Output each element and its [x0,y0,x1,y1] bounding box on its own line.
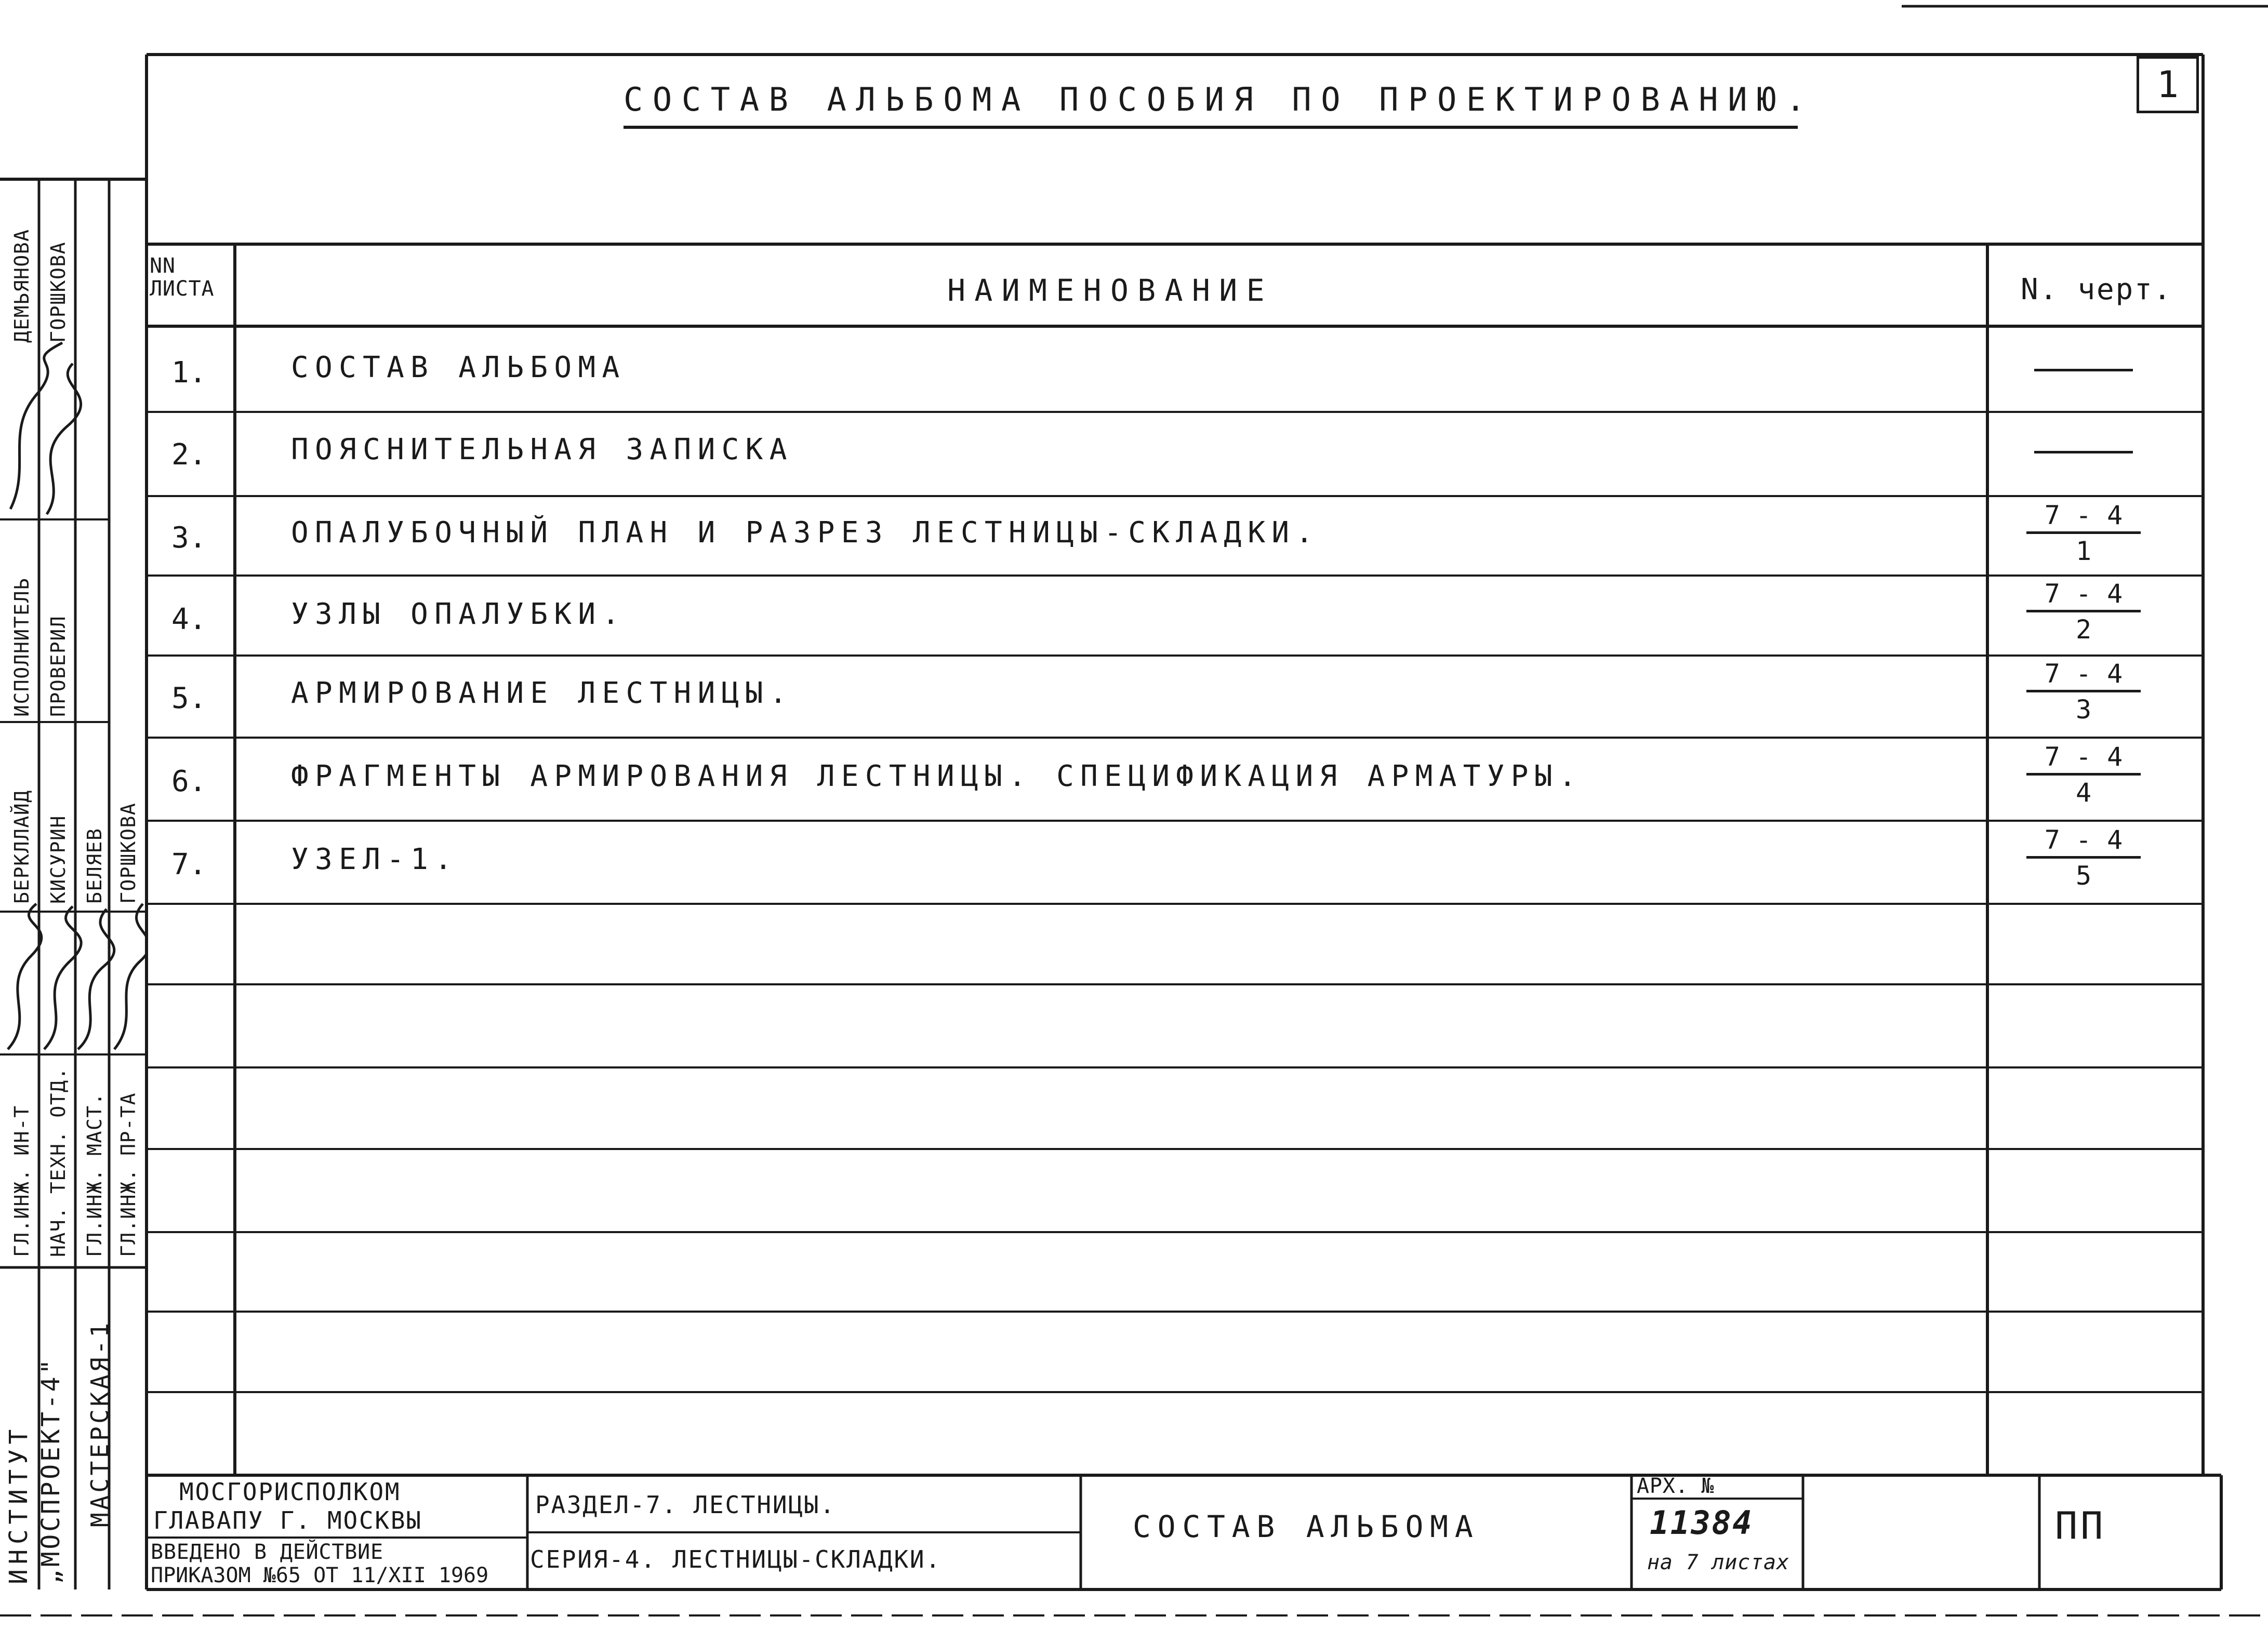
side-role: ГЛ.ИНЖ. ПР-ТА [117,1092,140,1257]
row-number: 7. [171,848,207,881]
side-name-top: ДЕМЬЯНОВА [10,229,33,343]
ref-series: 7 - 4 [2026,659,2141,692]
col-header-sheet-no: NN ЛИСТА [150,254,215,301]
signatures [0,0,147,1091]
empty-ref-dash [2034,369,2133,371]
side-role-top: ПРОВЕРИЛ [47,615,70,717]
stamp-series: СЕРИЯ-4. ЛЕСТНИЦЫ-СКЛАДКИ. [530,1545,941,1573]
row-number: 6. [171,765,207,798]
signature-mark [47,364,81,514]
ref-series: 7 - 4 [2026,742,2141,776]
signature-mark [10,343,62,509]
row-number: 2. [171,438,207,472]
stamp-section: РАЗДЕЛ-7. ЛЕСТНИЦЫ. [535,1491,836,1519]
side-name: БЕРКЛЛАЙД [10,790,33,904]
stamp-archive-label: АРХ. № [1637,1474,1715,1498]
signature-mark [78,909,114,1049]
drawing-ref [2026,742,2141,808]
ref-series: 7 - 4 [2026,500,2141,534]
page-number: 1 [2137,56,2199,113]
stamp-enacted-line2: ПРИКАЗОМ №65 ОТ 11/XII 1969 [151,1564,489,1587]
side-name-top: ГОРШКОВА [47,241,70,343]
side-role: ГЛ.ИНЖ. ИН-Т [10,1105,33,1257]
ref-sheet: 2 [2075,614,2092,645]
signature-mark [114,904,147,1049]
stamp-sheet-count: на 7 листах [1647,1551,1789,1574]
ref-series: 7 - 4 [2026,825,2141,859]
row-number: 5. [171,682,207,715]
ref-sheet: 5 [2075,861,2092,891]
drawing-ref [2026,579,2141,645]
row-number: 3. [171,521,207,555]
drawing-ref [2026,659,2141,725]
stamp-enacted-line1: ВВЕДЕНО В ДЕЙСТВИЕ [151,1540,383,1564]
row-title: ПОЯСНИТЕЛЬНАЯ ЗАПИСКА [291,433,793,466]
side-name: БЕЛЯЕВ [83,827,106,904]
stamp-archive-number: 11384 [1650,1504,1754,1542]
signature-mark [44,906,81,1049]
col-header-drawing-no: N. черт. [2020,273,2173,306]
row-number: 4. [171,603,207,636]
row-title: СОСТАВ АЛЬБОМА [291,351,626,384]
ref-sheet: 1 [2075,536,2092,566]
stamp-sheet-code: ПП [2055,1504,2106,1547]
side-workshop: МАСТЕРСКАЯ-1 [86,1320,114,1527]
ref-series: 7 - 4 [2026,579,2141,612]
stamp-org-line2: ГЛАВАПУ Г. МОСКВЫ [153,1506,422,1534]
side-role-top: ИСПОЛНИТЕЛЬ [10,577,33,717]
row-title: УЗЕЛ-1. [291,843,459,876]
drawing-ref [2026,825,2141,891]
stamp-doc-title: СОСТАВ АЛЬБОМА [1133,1509,1480,1544]
ref-sheet: 4 [2075,778,2092,808]
signature-mark [8,904,42,1049]
col-header-name: НАИМЕНОВАНИЕ [947,273,1274,308]
side-role: НАЧ. ТЕХН. ОТД. [47,1067,70,1257]
side-role: ГЛ.ИНЖ. МАСТ. [83,1092,106,1257]
side-institute-line1: ИНСТИТУТ [4,1424,33,1584]
row-title: УЗЛЫ ОПАЛУБКИ. [291,597,626,631]
side-institute-line2: „МОСПРОЕКТ-4" [36,1356,65,1584]
drawing-ref [2026,500,2141,566]
side-name: ГОРШКОВА [117,802,140,904]
row-title: ФРАГМЕНТЫ АРМИРОВАНИЯ ЛЕСТНИЦЫ. СПЕЦИФИКАЦИЯ АРМАТУРЫ. [291,759,1583,793]
side-name: КИСУРИН [47,815,70,904]
stamp-org-line1: МОСГОРИСПОЛКОМ [179,1478,401,1506]
ref-sheet: 3 [2075,694,2092,725]
page-title: СОСТАВ АЛЬБОМА ПОСОБИЯ ПО ПРОЕКТИРОВАНИЮ. [624,81,1815,118]
row-title: ОПАЛУБОЧНЫЙ ПЛАН И РАЗРЕЗ ЛЕСТНИЦЫ-СКЛАДКИ. [291,516,1320,550]
row-title: АРМИРОВАНИЕ ЛЕСТНИЦЫ. [291,676,793,710]
empty-ref-dash [2034,451,2133,453]
row-number: 1. [171,356,207,390]
